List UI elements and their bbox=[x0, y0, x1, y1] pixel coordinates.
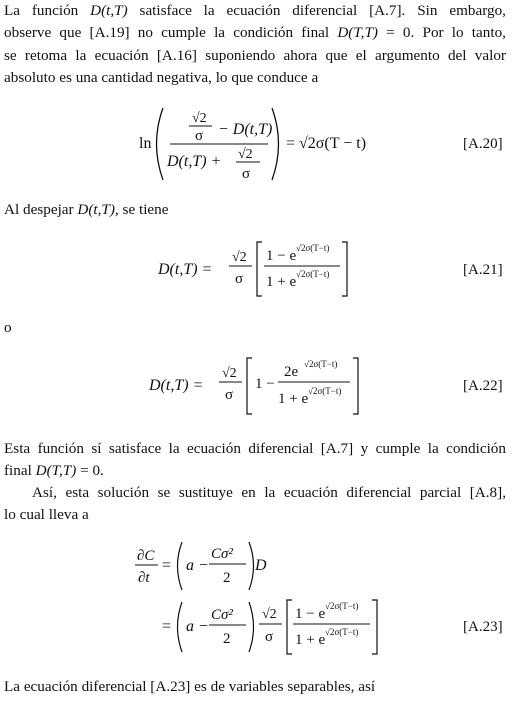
para2-line1: Al despejar D(t,T), se tiene bbox=[4, 201, 169, 218]
eq20-ln: ln bbox=[139, 135, 152, 152]
eq23-right-bracket bbox=[372, 600, 377, 654]
eq20-num-sigma: σ bbox=[195, 128, 204, 144]
eq20-num-sqrt2: √2 bbox=[192, 111, 207, 126]
eq23-bottom-exp: √2σ(T−t) bbox=[325, 627, 359, 637]
equation-a21-svg bbox=[0, 236, 512, 302]
eq21-right-bracket bbox=[342, 242, 347, 296]
paragraph-satisface bbox=[4, 438, 506, 483]
eq23-two-1: 2 bbox=[223, 570, 231, 586]
equation-a20 bbox=[0, 104, 512, 184]
eq22-sigma: σ bbox=[225, 387, 234, 403]
eq20-label: [A.20] bbox=[463, 136, 503, 152]
paragraph-o bbox=[4, 317, 506, 339]
eq21-sigma: σ bbox=[235, 271, 244, 287]
eq23-paren-l2 bbox=[178, 602, 183, 652]
eq22-bottom-exp: √2σ(T−t) bbox=[308, 386, 342, 396]
eq20-left-paren bbox=[157, 108, 164, 180]
para1-line4: absoluto es una cantidad negativa, lo que conduce a bbox=[4, 69, 319, 87]
eq21-lhs: D(t,T) = bbox=[158, 261, 213, 278]
para5-line1: Así, esta solución se sustituye en la ecuación diferencial parcial [A.8], bbox=[32, 484, 506, 501]
eq20-right-paren bbox=[272, 108, 279, 180]
eq21-top: 1 − e bbox=[266, 248, 297, 264]
para1-line3: se retoma la ecuación [A.16] suponiendo ahora que el argumento del valor bbox=[4, 46, 506, 64]
eq23-two-2: 2 bbox=[223, 631, 231, 647]
eq22-lhs: D(t,T) = bbox=[149, 377, 204, 394]
paragraph-separables bbox=[4, 676, 506, 698]
equation-a23-svg bbox=[0, 538, 512, 660]
eq21-left-bracket bbox=[257, 242, 262, 296]
para1-line1: La función D(t,T) satisface la ecuación diferencial [A.7]. Sin embargo, bbox=[4, 2, 506, 19]
eq20-rhs: = √2σ(T − t) bbox=[286, 135, 367, 152]
eq22-label: [A.22] bbox=[463, 378, 503, 394]
eq22-top: 2e bbox=[284, 364, 299, 380]
equation-a20-svg bbox=[0, 104, 512, 184]
eq22-bottom: 1 + e bbox=[278, 391, 309, 407]
eq23-dt: ∂t bbox=[138, 570, 150, 586]
eq20-den-sqrt2: √2 bbox=[238, 147, 253, 162]
eq23-label: [A.23] bbox=[463, 619, 503, 635]
eq21-sqrt2: √2 bbox=[232, 250, 247, 265]
eq23-csig-2: Cσ² bbox=[211, 607, 233, 623]
para4-line2: final D(T,T) = 0. bbox=[4, 462, 104, 480]
eq22-right-bracket bbox=[353, 358, 358, 414]
eq23-paren-l1 bbox=[178, 542, 183, 590]
eq20-num-D: − D(t,T) bbox=[218, 121, 273, 138]
equation-a22 bbox=[0, 352, 512, 420]
para3-line1: o bbox=[4, 319, 12, 336]
eq21-bottom-exp: √2σ(T−t) bbox=[296, 269, 330, 279]
eq23-a-2: a − bbox=[186, 618, 209, 635]
paragraph-intro bbox=[4, 0, 506, 90]
equation-a22-svg bbox=[0, 352, 512, 420]
eq23-dC: ∂C bbox=[137, 548, 155, 564]
eq23-sigma: σ bbox=[265, 629, 274, 645]
equation-a23 bbox=[0, 538, 512, 660]
eq23-bottom: 1 + e bbox=[295, 632, 326, 648]
para4-line1: Esta función sí satisface la ecuación diferencial [A.7] y cumple la condición bbox=[4, 440, 506, 457]
equation-a21 bbox=[0, 236, 512, 302]
eq21-bottom: 1 + e bbox=[266, 274, 297, 290]
eq23-D: D bbox=[255, 557, 267, 574]
eq23-paren-r1 bbox=[249, 542, 254, 590]
eq23-left-bracket bbox=[287, 600, 292, 654]
eq21-top-exp: √2σ(T−t) bbox=[296, 243, 330, 253]
eq23-csig-1: Cσ² bbox=[211, 546, 233, 562]
eq21-label: [A.21] bbox=[463, 262, 503, 278]
eq20-den-sigma: σ bbox=[242, 166, 251, 182]
eq20-den-D: D(t,T) + bbox=[167, 153, 222, 170]
para1-line2: observe que [A.19] no cumple la condición final D(T,T) = 0. Por lo tanto, bbox=[4, 24, 506, 42]
paragraph-despejar bbox=[4, 199, 506, 221]
eq23-equals-1: = bbox=[162, 557, 172, 574]
para5-line2: lo cual lleva a bbox=[4, 506, 89, 524]
eq23-paren-r2 bbox=[249, 602, 254, 652]
paragraph-sustituye bbox=[4, 482, 506, 527]
eq23-equals-2: = bbox=[162, 618, 172, 635]
eq22-sqrt2: √2 bbox=[222, 366, 237, 381]
eq22-one-minus: 1 − bbox=[255, 376, 275, 392]
eq22-left-bracket bbox=[247, 358, 252, 414]
eq23-sqrt2: √2 bbox=[262, 607, 277, 622]
eq23-top-exp: √2σ(T−t) bbox=[325, 601, 359, 611]
eq23-top: 1 − e bbox=[295, 606, 326, 622]
eq22-top-exp: √2σ(T−t) bbox=[304, 359, 338, 369]
eq23-a-1: a − bbox=[186, 557, 209, 574]
para6-line1: La ecuación diferencial [A.23] es de variables separables, así bbox=[4, 678, 376, 695]
